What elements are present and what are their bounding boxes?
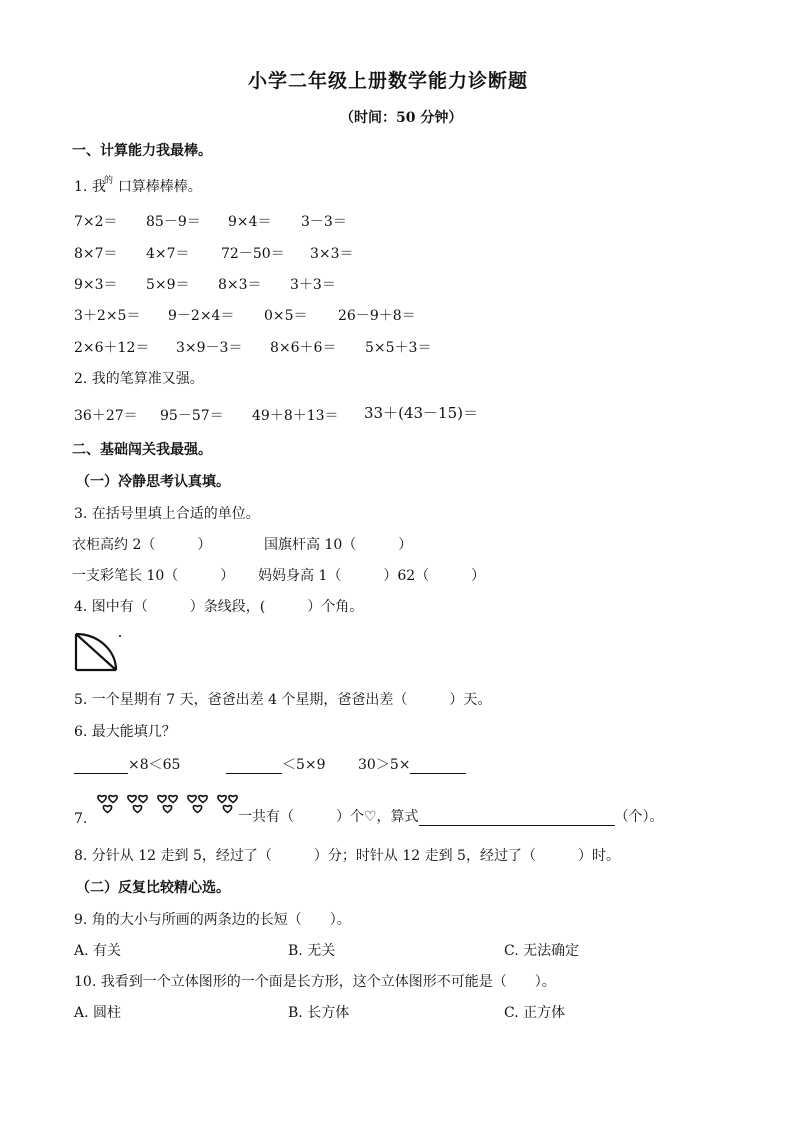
calc-item: 8×3＝	[218, 277, 262, 293]
q10-option-a[interactable]: A. 圆柱	[74, 1005, 122, 1021]
answer-blank[interactable]	[74, 759, 128, 774]
heart-icon	[163, 806, 171, 813]
heart-icon	[158, 796, 166, 803]
q1-number: 1.	[74, 179, 88, 195]
answer-blank[interactable]	[226, 759, 282, 774]
q3-item: 国旗杆高 10（ ）	[264, 537, 413, 553]
q9-question: 9. 角的大小与所画的两条边的长短（ ）。	[74, 912, 351, 928]
q8-question: 8. 分针从 12 走到 5，经过了（ ）分；时针从 12 走到 5，经过了（ ）时。	[74, 848, 620, 864]
calc-item: 9×4＝	[228, 214, 272, 230]
q6-item-text: 30＞5×	[358, 757, 411, 773]
q1-question	[74, 178, 202, 196]
answer-blank[interactable]	[419, 811, 615, 826]
q9-option-c[interactable]: C. 无法确定	[504, 943, 580, 959]
q6-item	[74, 756, 180, 774]
written-calc-item: 33＋(43－15)＝	[364, 404, 478, 422]
q2-question: 2. 我的笔算准又强。	[74, 371, 204, 387]
heart-icon	[169, 796, 177, 803]
page-subtitle: （时间：50 分钟）	[340, 110, 463, 126]
calc-item: 5×9＝	[146, 277, 190, 293]
calc-item: 3－3＝	[301, 214, 347, 230]
q9-option-a[interactable]: A. 有关	[74, 943, 122, 959]
q5-question: 5. 一个星期有 7 天，爸爸出差 4 个星期，爸爸出差（ ）天。	[74, 692, 492, 708]
calc-item: 26－9＋8＝	[338, 308, 416, 324]
calc-item: 72－50＝	[221, 246, 285, 262]
answer-blank[interactable]	[410, 759, 466, 774]
q7-number: 7.	[74, 811, 88, 827]
calc-item: 4×7＝	[146, 246, 190, 262]
calc-item: 3＋2×5＝	[74, 308, 141, 324]
calc-item: 5×5＋3＝	[365, 340, 432, 356]
sector-figure-icon	[72, 630, 124, 674]
calc-item: 0×5＝	[264, 308, 308, 324]
q10-question: 10. 我看到一个立体图形的一个面是长方形，这个立体图形不可能是（ ）。	[74, 974, 556, 990]
page-title: 小学二年级上册数学能力诊断题	[248, 70, 529, 92]
q6-item-text: ×8＜65	[128, 757, 181, 773]
heart-icon	[103, 806, 111, 813]
q9-option-b[interactable]: B. 无关	[288, 943, 336, 959]
q6-item	[358, 756, 466, 774]
heart-icon	[128, 796, 136, 803]
q7-text: 一共有（ ）个♡，算式	[238, 809, 419, 825]
section1-heading: 一、计算能力我最棒。	[72, 143, 212, 159]
heart-icon	[199, 796, 207, 803]
section2-heading: 二、基础闯关我最强。	[72, 442, 212, 458]
q6-question: 6. 最大能填几？	[74, 724, 176, 740]
q3-item: 一支彩笔长 10（ ）	[72, 568, 235, 584]
q6-item	[226, 756, 326, 774]
written-calc-item: 95－57＝	[160, 408, 224, 424]
hearts-group-icon	[92, 790, 238, 820]
heart-icon	[109, 796, 117, 803]
calc-item: 2×6＋12＝	[74, 340, 150, 356]
calc-item: 3×9－3＝	[176, 340, 243, 356]
q4-question: 4. 图中有（ ）条线段，( ）个角。	[74, 599, 364, 615]
q7-end: （个）。	[614, 809, 664, 825]
written-calc-item: 49＋8＋13＝	[252, 408, 339, 424]
q10-option-b[interactable]: B. 长方体	[288, 1005, 350, 1021]
q3-question: 3. 在括号里填上合适的单位。	[74, 506, 260, 522]
calc-item: 3＋3＝	[290, 277, 336, 293]
heart-icon	[133, 806, 141, 813]
heart-icon	[229, 796, 237, 803]
calc-item: 3×3＝	[310, 246, 354, 262]
heart-icon	[98, 796, 106, 803]
calc-item: 9×3＝	[74, 277, 118, 293]
q1-superscript: 的	[104, 176, 114, 186]
heart-icon	[188, 796, 196, 803]
heart-icon	[193, 806, 201, 813]
calc-item: 9－2×4＝	[168, 308, 235, 324]
calc-item: 8×6＋6＝	[270, 340, 337, 356]
heart-icon	[218, 796, 226, 803]
q6-item-text: ＜5×9	[282, 757, 326, 773]
q3-item: 妈妈身高 1（ ）62（ ）	[258, 568, 486, 584]
heart-icon	[223, 806, 231, 813]
q3-item: 衣柜高约 2（ ）	[72, 537, 212, 553]
heart-icon	[139, 796, 147, 803]
calc-item: 7×2＝	[74, 214, 118, 230]
q7-question	[238, 808, 664, 826]
q1-text-a: 我	[91, 179, 106, 195]
q1-text-b: 口算棒棒棒。	[117, 179, 202, 195]
calc-item: 8×7＝	[74, 246, 118, 262]
calc-item: 85－9＝	[146, 214, 201, 230]
written-calc-item: 36＋27＝	[74, 408, 138, 424]
q10-option-c[interactable]: C. 正方体	[504, 1005, 566, 1021]
part2-heading: （二）反复比较精心选。	[76, 880, 230, 896]
part1-heading: （一）冷静思考认真填。	[76, 474, 230, 490]
